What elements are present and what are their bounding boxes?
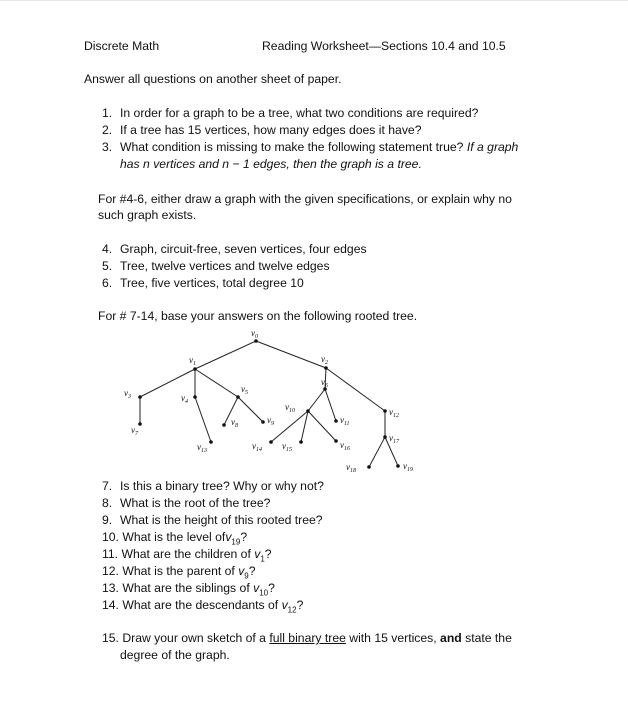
worksheet-title: Reading Worksheet—Sections 10.4 and 10.5: [262, 39, 506, 53]
vertex-label-v14: $v_{14}$: [252, 441, 262, 453]
vertex-label-v15: $v_{15}$: [282, 441, 292, 453]
vertex-v14: [269, 440, 273, 444]
vertex-v7: [138, 422, 142, 426]
vertex-v11: [334, 419, 338, 423]
edge-v17-v18: [369, 437, 385, 467]
vertex-v8: [222, 423, 226, 427]
question-11: [102, 547, 272, 562]
vertex-label-v5: $v_5$: [241, 384, 248, 396]
question-text-underlined: full binary tree: [269, 631, 346, 645]
question-text: What is the root of the tree?: [120, 496, 271, 510]
question-text-bold: and: [440, 631, 462, 645]
vertex-v13: [209, 440, 213, 444]
question-number: 8.: [102, 496, 113, 510]
question-number: 12.: [102, 564, 119, 578]
question-variable: v: [253, 581, 260, 595]
question-number: 3.: [102, 140, 113, 154]
question-text: What is the height of this rooted tree?: [120, 513, 323, 527]
question-variable: v: [254, 547, 261, 561]
question-variable-subscript: 10: [259, 588, 269, 598]
vertex-v19: [396, 464, 400, 468]
question-3-continued: has n vertices and n − 1 edges, then the graph is a tree.: [120, 157, 422, 171]
vertex-v12: [383, 409, 387, 413]
question-text-end: ?: [240, 530, 248, 544]
vertex-v15: [299, 440, 303, 444]
question-text: What are the descendants of: [122, 598, 282, 612]
question-text-end: state the: [461, 631, 512, 645]
edge-v1-v5: [195, 369, 238, 397]
vertex-label-v17: $v_{17}$: [389, 433, 399, 445]
instruction-4-6-line-2: such graph exists.: [98, 208, 197, 222]
question-15: [102, 631, 512, 646]
question-text: What are the children of: [121, 547, 255, 561]
question-number: 14.: [102, 598, 119, 612]
question-number: 13.: [102, 581, 119, 595]
vertex-label-v7: $v_7$: [131, 425, 138, 437]
vertex-v2: [324, 366, 328, 370]
vertex-label-v2: $v_2$: [321, 354, 328, 366]
vertex-v3: [138, 395, 142, 399]
question-text-mid: with 15 vertices,: [345, 631, 441, 645]
question-variable-subscript: 9: [244, 571, 249, 581]
vertex-label-v1: $v_1$: [189, 355, 196, 367]
question-text: Tree, five vertices, total degree 10: [120, 276, 304, 290]
vertex-label-v13: $v_{13}$: [197, 442, 207, 454]
edge-v2-v12: [326, 368, 385, 411]
edge-v5-v9: [238, 397, 263, 422]
question-7: [102, 479, 324, 494]
vertex-v17: [383, 435, 387, 439]
question-12: [102, 564, 256, 579]
question-variable: v: [225, 530, 232, 544]
vertex-v5: [236, 395, 240, 399]
question-variable-subscript: 19: [231, 537, 241, 547]
vertex-label-v11: $v_{11}$: [340, 415, 350, 427]
question-text: Draw your own sketch of a: [122, 631, 270, 645]
question-text-end: ?: [264, 547, 272, 561]
question-number: 2.: [102, 123, 113, 137]
vertex-label-v10: $v_{10}$: [285, 402, 295, 414]
question-number: 10.: [102, 530, 119, 544]
edge-v6-v11: [325, 389, 336, 421]
question-text-italic: If a graph: [466, 140, 519, 154]
vertex-label-v9: $v_9$: [267, 415, 274, 427]
vertex-label-v16: $v_{16}$: [340, 440, 350, 452]
vertex-v18: [367, 465, 371, 469]
question-text-end: ?: [248, 564, 256, 578]
vertex-label-v19: $v_{19}$: [403, 461, 413, 473]
vertex-label-v0: $v_0$: [251, 328, 258, 340]
vertex-label-v6: $v_6$: [321, 377, 328, 389]
question-number: 6.: [102, 276, 113, 290]
question-number: 1.: [102, 106, 113, 120]
rooted-tree-diagram: [0, 1, 628, 701]
edge-v0-v2: [256, 341, 326, 368]
vertex-v9: [261, 420, 265, 424]
question-text: In order for a graph to be a tree, what two conditions are required?: [120, 106, 479, 120]
vertex-v4: [193, 395, 197, 399]
question-number: 7.: [102, 479, 113, 493]
edge-v1-v3: [140, 369, 195, 397]
edge-v0-v1: [195, 341, 256, 369]
instruction-4-6-line-1: For #4-6, either draw a graph with the given specifications, or explain why no: [98, 192, 512, 206]
question-10: [102, 530, 247, 545]
vertex-label-v8: $v_8$: [231, 417, 238, 429]
question-variable: v: [281, 598, 288, 612]
question-variable-subscript: 12: [287, 605, 297, 615]
vertex-label-v18: $v_{18}$: [346, 462, 356, 474]
course-name: Discrete Math: [84, 39, 160, 53]
question-number: 9.: [102, 513, 113, 527]
vertex-label-v3: $v_3$: [124, 388, 131, 400]
question-number: 4.: [102, 242, 113, 256]
vertex-v16: [334, 439, 338, 443]
question-text-end: ?: [296, 598, 304, 612]
question-8: [102, 496, 270, 511]
question-text: Is this a binary tree? Why or why not?: [120, 479, 324, 493]
question-14: [102, 598, 303, 613]
question-text: What is the level of: [122, 530, 226, 544]
question-text: What condition is missing to make the following statement true?: [120, 140, 464, 154]
question-text: If a tree has 15 vertices, how many edges does it have?: [120, 123, 422, 137]
question-text: Graph, circuit-free, seven vertices, four edges: [120, 242, 367, 256]
vertex-v1: [193, 367, 197, 371]
intro-text: Answer all questions on another sheet of paper.: [84, 72, 342, 86]
question-text-end: ?: [268, 581, 275, 595]
vertex-label-v12: $v_{12}$: [389, 407, 399, 419]
instruction-7-14: For # 7-14, base your answers on the following rooted tree.: [98, 309, 418, 323]
edge-v4-v13: [195, 397, 211, 442]
question-text: What are the siblings of: [122, 581, 254, 595]
question-number: 5.: [102, 259, 113, 273]
question-13: [102, 581, 275, 596]
vertex-label-v4: $v_4$: [181, 393, 188, 405]
question-variable: v: [238, 564, 245, 578]
question-text: Tree, twelve vertices and twelve edges: [120, 259, 330, 273]
question-text: What is the parent of: [122, 564, 239, 578]
question-number: 15.: [102, 631, 119, 645]
question-variable-subscript: 1: [260, 554, 265, 564]
edge-v6-v10: [308, 389, 325, 411]
question-15-continued: degree of the graph.: [120, 648, 230, 662]
question-9: [102, 513, 323, 528]
question-number: 11.: [102, 547, 119, 561]
edge-v10-v16: [308, 411, 336, 441]
vertex-v10: [306, 409, 310, 413]
